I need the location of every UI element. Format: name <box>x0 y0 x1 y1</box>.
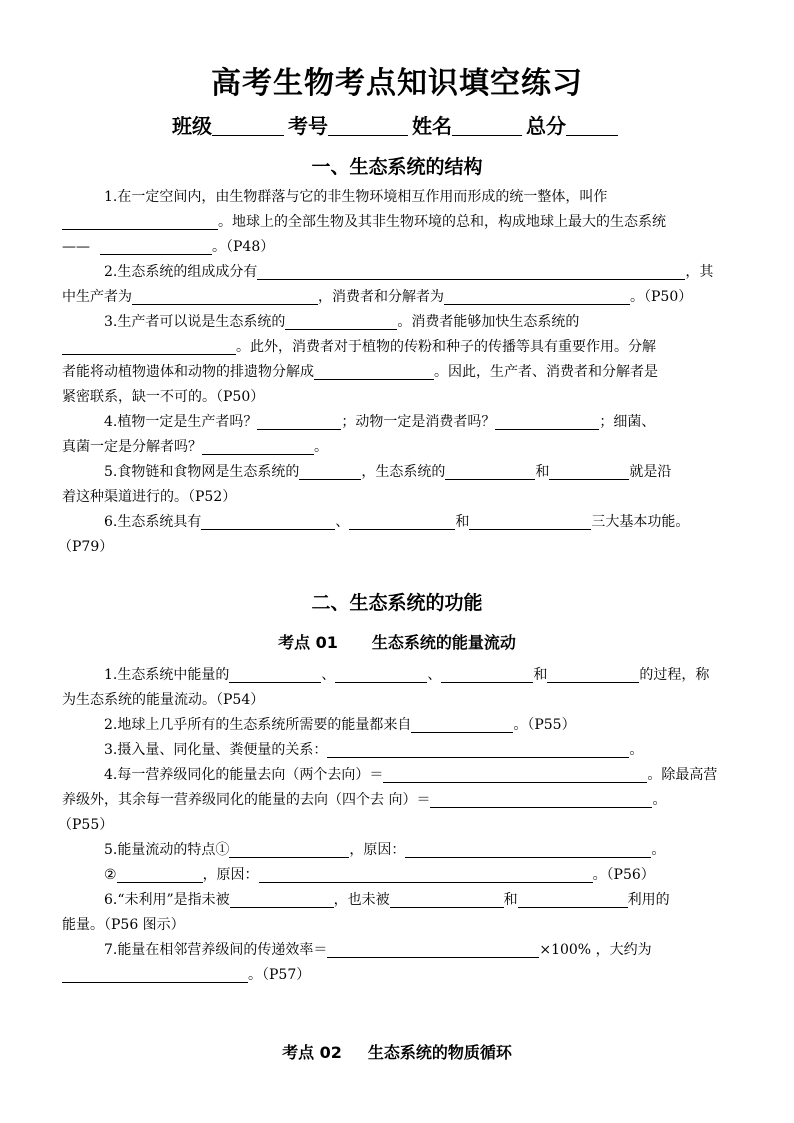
answer-blank[interactable] <box>285 311 397 330</box>
text: ，原因： <box>202 867 259 883</box>
answer-blank[interactable] <box>62 211 218 230</box>
text: 、 <box>427 667 442 683</box>
text: 、 <box>321 667 336 683</box>
text: 紧密联系，缺一不可的。（P50） <box>62 389 265 405</box>
text: 。因此，生产者、消费者和分解者是 <box>434 364 658 380</box>
s1-q3-line4 <box>62 385 742 409</box>
s2-q6-line1 <box>104 888 742 912</box>
text: ；细菌、 <box>599 414 656 430</box>
text: ；动物一定是消费者吗？ <box>341 414 496 430</box>
answer-blank[interactable] <box>327 739 629 758</box>
answer-blank[interactable] <box>390 889 504 908</box>
text: 7.能量在相邻营养级间的传递效率＝ <box>104 942 328 958</box>
text: 和 <box>455 514 470 530</box>
s1-q4-line1 <box>104 410 742 434</box>
class-blank[interactable] <box>212 115 284 136</box>
s1-q3-line3 <box>62 360 742 384</box>
s2-q6-line2 <box>62 913 742 937</box>
text: 。消费者能够加快生态系统的 <box>397 314 580 330</box>
text: 能量。（P56 图示） <box>62 917 185 933</box>
text: ，消费者和分解者为 <box>318 289 444 305</box>
text: 和 <box>503 892 518 908</box>
text: —— <box>62 239 90 255</box>
s1-q1-line1 <box>104 185 742 209</box>
text: 生态系统的能量流动 <box>371 633 516 652</box>
text: 2.地球上几乎所有的生态系统所需要的能量都来自 <box>104 717 412 733</box>
s1-q1-line3 <box>62 235 742 259</box>
text: （P79） <box>58 539 114 555</box>
answer-blank[interactable] <box>445 461 535 480</box>
answer-blank[interactable] <box>230 889 334 908</box>
answer-blank[interactable] <box>547 664 639 683</box>
answer-blank[interactable] <box>405 839 651 858</box>
text: ② <box>104 867 117 883</box>
text: 。 <box>314 439 328 455</box>
answer-blank[interactable] <box>132 286 318 305</box>
answer-blank[interactable] <box>444 286 630 305</box>
s1-q4-line2 <box>62 435 742 459</box>
text: 6.“未利用”是指未被 <box>104 892 230 908</box>
text: ×100% ，大约为 <box>539 942 652 958</box>
student-info-line <box>0 110 794 139</box>
answer-blank[interactable] <box>257 261 685 280</box>
text: 者能将动植物遗体和动物的排遗物分解成 <box>62 364 314 380</box>
text: ，原因： <box>349 842 406 858</box>
class-label: 班级 <box>172 114 212 138</box>
text: 和 <box>535 464 550 480</box>
text: 3.生产者可以说是生态系统的 <box>104 314 286 330</box>
text: 。 <box>652 792 667 808</box>
name-label: 姓名 <box>412 114 452 138</box>
s1-q1-line2 <box>62 210 742 234</box>
answer-blank[interactable] <box>327 939 539 958</box>
s1-q6-line2 <box>58 535 738 559</box>
text: 5.食物链和食物网是生态系统的 <box>104 464 300 480</box>
text: 。（P56） <box>592 867 655 883</box>
text: 。（P55） <box>513 717 576 733</box>
s2-q1-line2 <box>62 688 742 712</box>
text: 就是沿 <box>629 464 672 480</box>
answer-blank[interactable] <box>117 864 203 883</box>
page-title: 高考生物考点知识填空练习 <box>211 66 583 101</box>
s1-q5-line2 <box>62 485 742 509</box>
text: ，其 <box>685 264 714 280</box>
text: 1.生态系统中能量的 <box>104 667 230 683</box>
name-blank[interactable] <box>452 115 522 136</box>
answer-blank[interactable] <box>349 511 455 530</box>
s2-q2-line <box>104 713 742 737</box>
s2-q5-line1 <box>104 838 742 862</box>
text: 4.植物一定是生产者吗？ <box>104 414 258 430</box>
answer-blank[interactable] <box>62 336 236 355</box>
answer-blank[interactable] <box>201 511 335 530</box>
subheading-matter-cycle <box>0 1040 794 1063</box>
text: 利用的 <box>627 892 670 908</box>
text: 三大基本功能。 <box>591 514 690 530</box>
answer-blank[interactable] <box>441 664 533 683</box>
section-heading-function: 二、生态系统的功能 <box>311 592 483 614</box>
s2-q4-line2 <box>62 788 742 812</box>
text: 。此外，消费者对于植物的传粉和种子的传播等具有重要作用。分解 <box>236 339 656 355</box>
text: 为生态系统的能量流动。（P54） <box>62 692 265 708</box>
answer-blank[interactable] <box>430 789 652 808</box>
text: 4.每一营养级同化的能量去向（两个去向）＝ <box>104 767 384 783</box>
id-label: 考号 <box>288 114 328 138</box>
text: 。（P57） <box>248 967 311 983</box>
s1-q2-line1 <box>104 260 742 284</box>
answer-blank[interactable] <box>335 664 427 683</box>
text: 。 <box>629 742 644 758</box>
text: 1.在一定空间内，由生物群落与它的非生物环境相互作用而形成的统一整体，叫作 <box>104 189 608 205</box>
subheading-energy-flow <box>0 630 794 653</box>
text: 。 <box>651 842 666 858</box>
id-blank[interactable] <box>328 115 408 136</box>
text: 。（P48） <box>212 239 275 255</box>
text: 中生产者为 <box>62 289 132 305</box>
text: 真菌一定是分解者吗？ <box>62 439 202 455</box>
answer-blank[interactable] <box>299 461 361 480</box>
text: 着这种渠道进行的。（P52） <box>62 489 237 505</box>
answer-blank[interactable] <box>549 461 629 480</box>
text: （P55） <box>58 817 114 833</box>
answer-blank[interactable] <box>383 764 647 783</box>
text: 养级外，其余每一营养级同化的能量的去向（四个去 向）＝ <box>62 792 431 808</box>
text: 。（P50） <box>630 289 693 305</box>
s2-q7-line1 <box>104 938 742 962</box>
answer-blank[interactable] <box>495 411 599 430</box>
text: 、 <box>335 514 350 530</box>
text: 6.生态系统具有 <box>104 514 202 530</box>
s2-q4-line1 <box>104 763 742 787</box>
answer-blank[interactable] <box>259 864 593 883</box>
s1-q6-line1 <box>104 510 742 534</box>
text: 5.能量流动的特点① <box>104 842 230 858</box>
text: 考点 02 <box>282 1043 342 1062</box>
s2-q4-line3 <box>58 813 738 837</box>
text: 。地球上的全部生物及其非生物环境的总和，构成地球上最大的生态系统 <box>218 214 666 230</box>
text: 生态系统的物质循环 <box>367 1043 512 1062</box>
s1-q3-line1 <box>104 310 742 334</box>
answer-blank[interactable] <box>229 839 349 858</box>
s1-q5-line1 <box>104 460 742 484</box>
s2-q3-line <box>104 738 742 762</box>
s2-q5-line2 <box>104 863 742 887</box>
answer-blank[interactable] <box>411 714 513 733</box>
text: 考点 01 <box>278 633 338 652</box>
answer-blank[interactable] <box>314 361 434 380</box>
answer-blank[interactable] <box>229 664 321 683</box>
s1-q3-line2 <box>62 335 742 359</box>
answer-blank[interactable] <box>518 889 628 908</box>
answer-blank[interactable] <box>100 236 212 255</box>
text: 2.生态系统的组成成分有 <box>104 264 258 280</box>
score-blank[interactable] <box>566 115 618 136</box>
text: ，生态系统的 <box>361 464 446 480</box>
s2-q1-line1 <box>104 663 742 687</box>
s1-q2-line2 <box>62 285 742 309</box>
answer-blank[interactable] <box>202 436 314 455</box>
text: 。除最高营 <box>647 767 718 783</box>
section-heading-structure: 一、生态系统的结构 <box>311 156 483 178</box>
text: 3.摄入量、同化量、粪便量的关系： <box>104 742 328 758</box>
answer-blank[interactable] <box>257 411 341 430</box>
s2-q7-line2 <box>62 963 742 987</box>
score-label: 总分 <box>526 114 566 138</box>
answer-blank[interactable] <box>469 511 591 530</box>
answer-blank[interactable] <box>62 964 248 983</box>
text: 和 <box>533 667 548 683</box>
text: 的过程，称 <box>639 667 710 683</box>
text: ，也未被 <box>333 892 390 908</box>
